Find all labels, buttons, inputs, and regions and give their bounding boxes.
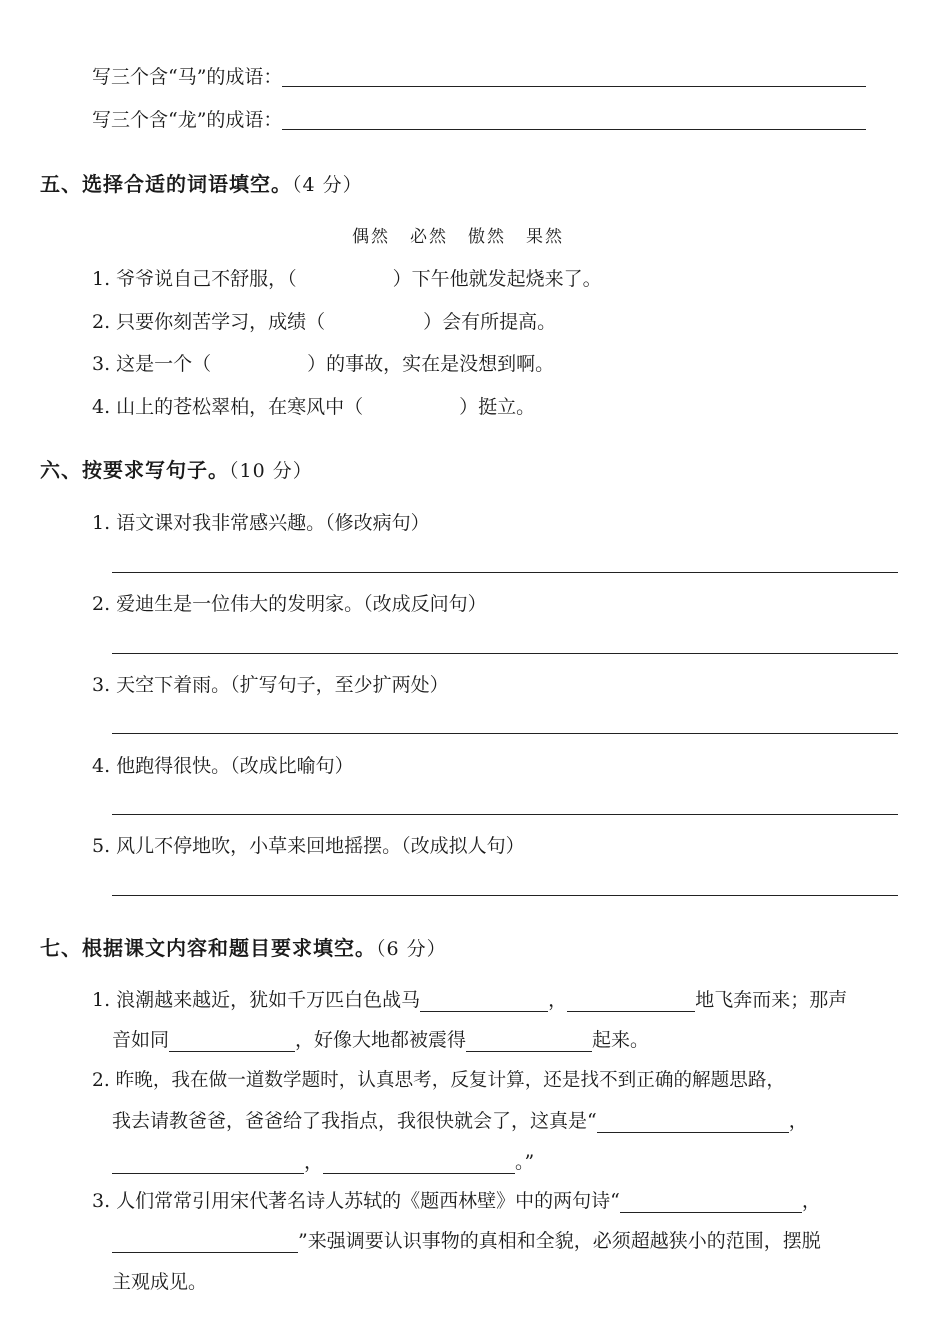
- section5-title: 五、选择合适的词语填空。: [40, 172, 292, 196]
- idiom-long-answer-line[interactable]: [282, 129, 866, 130]
- q-text: ，: [788, 1110, 808, 1132]
- section7-points: （6 分）: [376, 938, 447, 960]
- section6-item-3: 3. 天空下着雨。（扩写句子，至少扩两处）: [92, 674, 449, 696]
- fill-blank[interactable]: [567, 1011, 695, 1012]
- section7-q1-line1: [92, 985, 847, 1012]
- section7-q3-line2: [112, 1226, 821, 1253]
- answer-line-5[interactable]: [112, 895, 898, 896]
- fill-blank[interactable]: [323, 1173, 515, 1174]
- section7-q3-line1: [92, 1186, 821, 1213]
- section6-item-5: 5. 风儿不停地吹，小草来回地摇摆。（改成拟人句）: [92, 835, 525, 857]
- q-text: ，: [548, 989, 568, 1011]
- section7-q2-line2: [112, 1106, 808, 1133]
- idiom-ma-row: [92, 62, 866, 89]
- section6-points: （10 分）: [229, 460, 313, 482]
- item-text: 4. 山上的苍松翠柏，在寒风中（: [92, 396, 364, 418]
- word-bank-item: 必然: [410, 227, 448, 247]
- section5-item-4: [92, 392, 535, 419]
- section6-heading: [40, 454, 313, 483]
- word-bank-item: 果然: [526, 227, 564, 247]
- q-text: 地飞奔而来；那声: [695, 989, 848, 1011]
- section5-word-bank: [352, 222, 584, 247]
- section6-item-4: 4. 他跑得很快。（改成比喻句）: [92, 755, 354, 777]
- idiom-long-row: [92, 105, 866, 132]
- idiom-ma-prompt: 写三个含“马”的成语：: [92, 66, 283, 88]
- q-text: 。”: [515, 1151, 535, 1173]
- idiom-ma-answer-line[interactable]: [282, 86, 866, 87]
- fill-blank[interactable]: [420, 1011, 548, 1012]
- fill-blank[interactable]: [112, 1173, 304, 1174]
- fill-blank[interactable]: [112, 1252, 298, 1253]
- q-text: 1. 浪潮越来越近，犹如千万匹白色战马: [92, 989, 421, 1011]
- section5-item-1: [92, 264, 602, 291]
- q-text: ”来强调要认识事物的真相和全貌，必须超越狭小的范围，摆脱: [298, 1230, 821, 1252]
- q-text: 音如同: [112, 1029, 170, 1051]
- section7-q3-line3: 主观成见。: [112, 1271, 208, 1293]
- section5-heading: [40, 168, 363, 197]
- section7-q1-line2: [112, 1025, 649, 1052]
- q-text: ，: [304, 1151, 324, 1173]
- fill-blank[interactable]: [466, 1051, 592, 1052]
- item-text: ）会有所提高。: [423, 311, 557, 333]
- section5-item-2: [92, 307, 556, 334]
- section5-item-3: [92, 349, 554, 376]
- fill-blank[interactable]: [620, 1212, 802, 1213]
- q-text: ，: [801, 1190, 821, 1212]
- item-text: 2. 只要你刻苦学习，成绩（: [92, 311, 326, 333]
- fill-blank[interactable]: [169, 1051, 295, 1052]
- item-text: 3. 这是一个（: [92, 353, 212, 375]
- word-bank-item: 傲然: [468, 227, 506, 247]
- section7-title: 七、根据课文内容和题目要求填空。: [40, 936, 376, 960]
- answer-line-3[interactable]: [112, 733, 898, 734]
- section6-item-1: 1. 语文课对我非常感兴趣。（修改病句）: [92, 512, 430, 534]
- q-text: ，好像大地都被震得: [295, 1029, 467, 1051]
- idiom-long-prompt: 写三个含“龙”的成语：: [92, 109, 283, 131]
- item-text: 1. 爷爷说自己不舒服，（: [92, 268, 297, 290]
- answer-line-2[interactable]: [112, 653, 898, 654]
- section7-q2-line1: 2. 昨晚，我在做一道数学题时，认真思考，反复计算，还是找不到正确的解题思路，: [92, 1070, 786, 1091]
- word-bank-item: 偶然: [352, 227, 390, 247]
- item-text: ）下午他就发起烧来了。: [392, 268, 602, 290]
- section6-title: 六、按要求写句子。: [40, 458, 229, 482]
- q-text: 3. 人们常常引用宋代著名诗人苏轼的《题西林壁》中的两句诗“: [92, 1190, 620, 1212]
- q-text: 我去请教爸爸，爸爸给了我指点，我很快就会了，这真是“: [112, 1110, 597, 1132]
- answer-line-1[interactable]: [112, 572, 898, 573]
- section7-heading: [40, 932, 447, 961]
- section5-points: （4 分）: [292, 174, 363, 196]
- item-text: ）挺立。: [459, 396, 536, 418]
- answer-line-4[interactable]: [112, 814, 898, 815]
- section6-item-2: 2. 爱迪生是一位伟大的发明家。（改成反问句）: [92, 593, 487, 615]
- fill-blank[interactable]: [597, 1132, 789, 1133]
- section7-q2-line3: [112, 1147, 534, 1174]
- q-text: 起来。: [592, 1029, 650, 1051]
- item-text: ）的事故，实在是没想到啊。: [307, 353, 555, 375]
